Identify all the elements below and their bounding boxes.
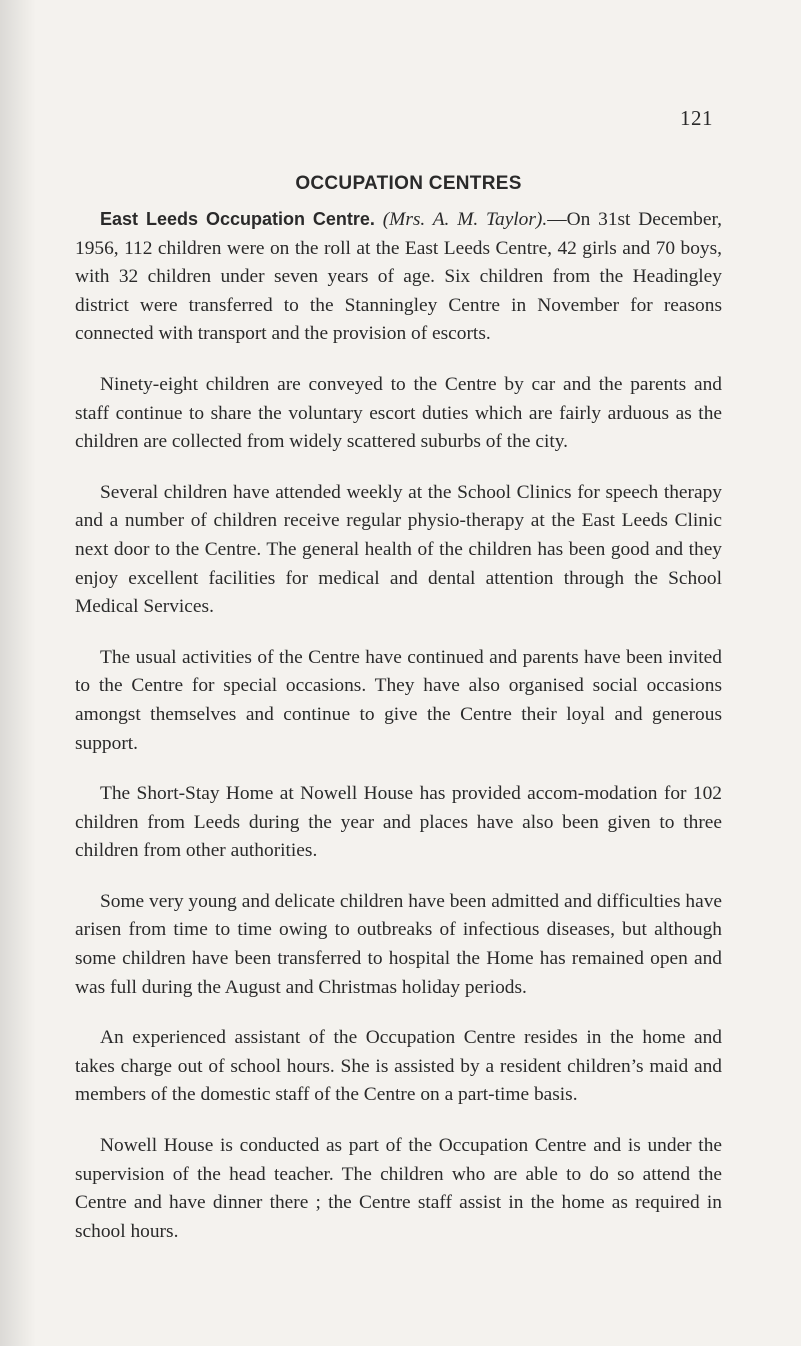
paragraph-short-stay-home: The Short-Stay Home at Nowell House has provided accom-modation for 102 children from Leeds during the year and places have also been given to three children from other authorities. <box>75 783 722 862</box>
body-text <box>75 205 722 1268</box>
centre-name: East Leeds Occupation Centre. <box>100 209 375 229</box>
centre-head-attribution: (Mrs. A. M. Taylor). <box>382 209 548 230</box>
paragraph-assistant: An experienced assistant of the Occupation Centre resides in the home and takes charge out of school hours. She is assisted by a resident children’s maid and members of the domestic staff of the Centre on a part-time basis. <box>75 1027 722 1106</box>
paragraph-text: —On 31st December, 1956, 112 children were on the roll at the East Leeds Centre, 42 girls and 70 boys, with 32 children under seven years of age. Six children from the Headingley district were transferred to the Stanningley Centre in November for reasons connected with transport and the provision of escorts. <box>75 209 722 345</box>
page-number: 121 <box>680 106 713 130</box>
section-heading: OCCUPATION CENTRES <box>295 173 522 194</box>
paragraph-east-leeds-centre <box>75 205 722 349</box>
paragraph-health: Several children have attended weekly at the School Clinics for speech therapy and a number of children receive regular physio-therapy at the East Leeds Clinic next door to the Centre. The general health of the children has been good and they enjoy excellent facilities for medical and dental attention through the School Medical Services. <box>75 481 722 618</box>
paragraph-transport: Ninety-eight children are conveyed to the Centre by car and the parents and staff continue to share the voluntary escort duties which are fairly arduous as the children are collected from widely scattered suburbs of the city. <box>75 373 722 453</box>
paragraph-nowell-house: Nowell House is conducted as part of the Occupation Centre and is under the supervision of the head teacher. The children who are able to do so attend the Centre and have dinner there ; the Centre staff assist in the home as required in school hours. <box>75 1135 722 1242</box>
paragraph-admissions: Some very young and delicate children have been admitted and difficulties have arisen from time to time owing to outbreaks of infectious diseases, but although some children have been transferred to hospital the Home has remained open and was full during the August and Christmas holiday periods. <box>75 890 722 998</box>
page-edge-shadow <box>0 0 36 1346</box>
paragraph-activities: The usual activities of the Centre have continued and parents have been invited to the Centre for special occasions. They have also organised social occasions amongst themselves and continue to give the Centre their loyal and generous support. <box>75 646 722 754</box>
